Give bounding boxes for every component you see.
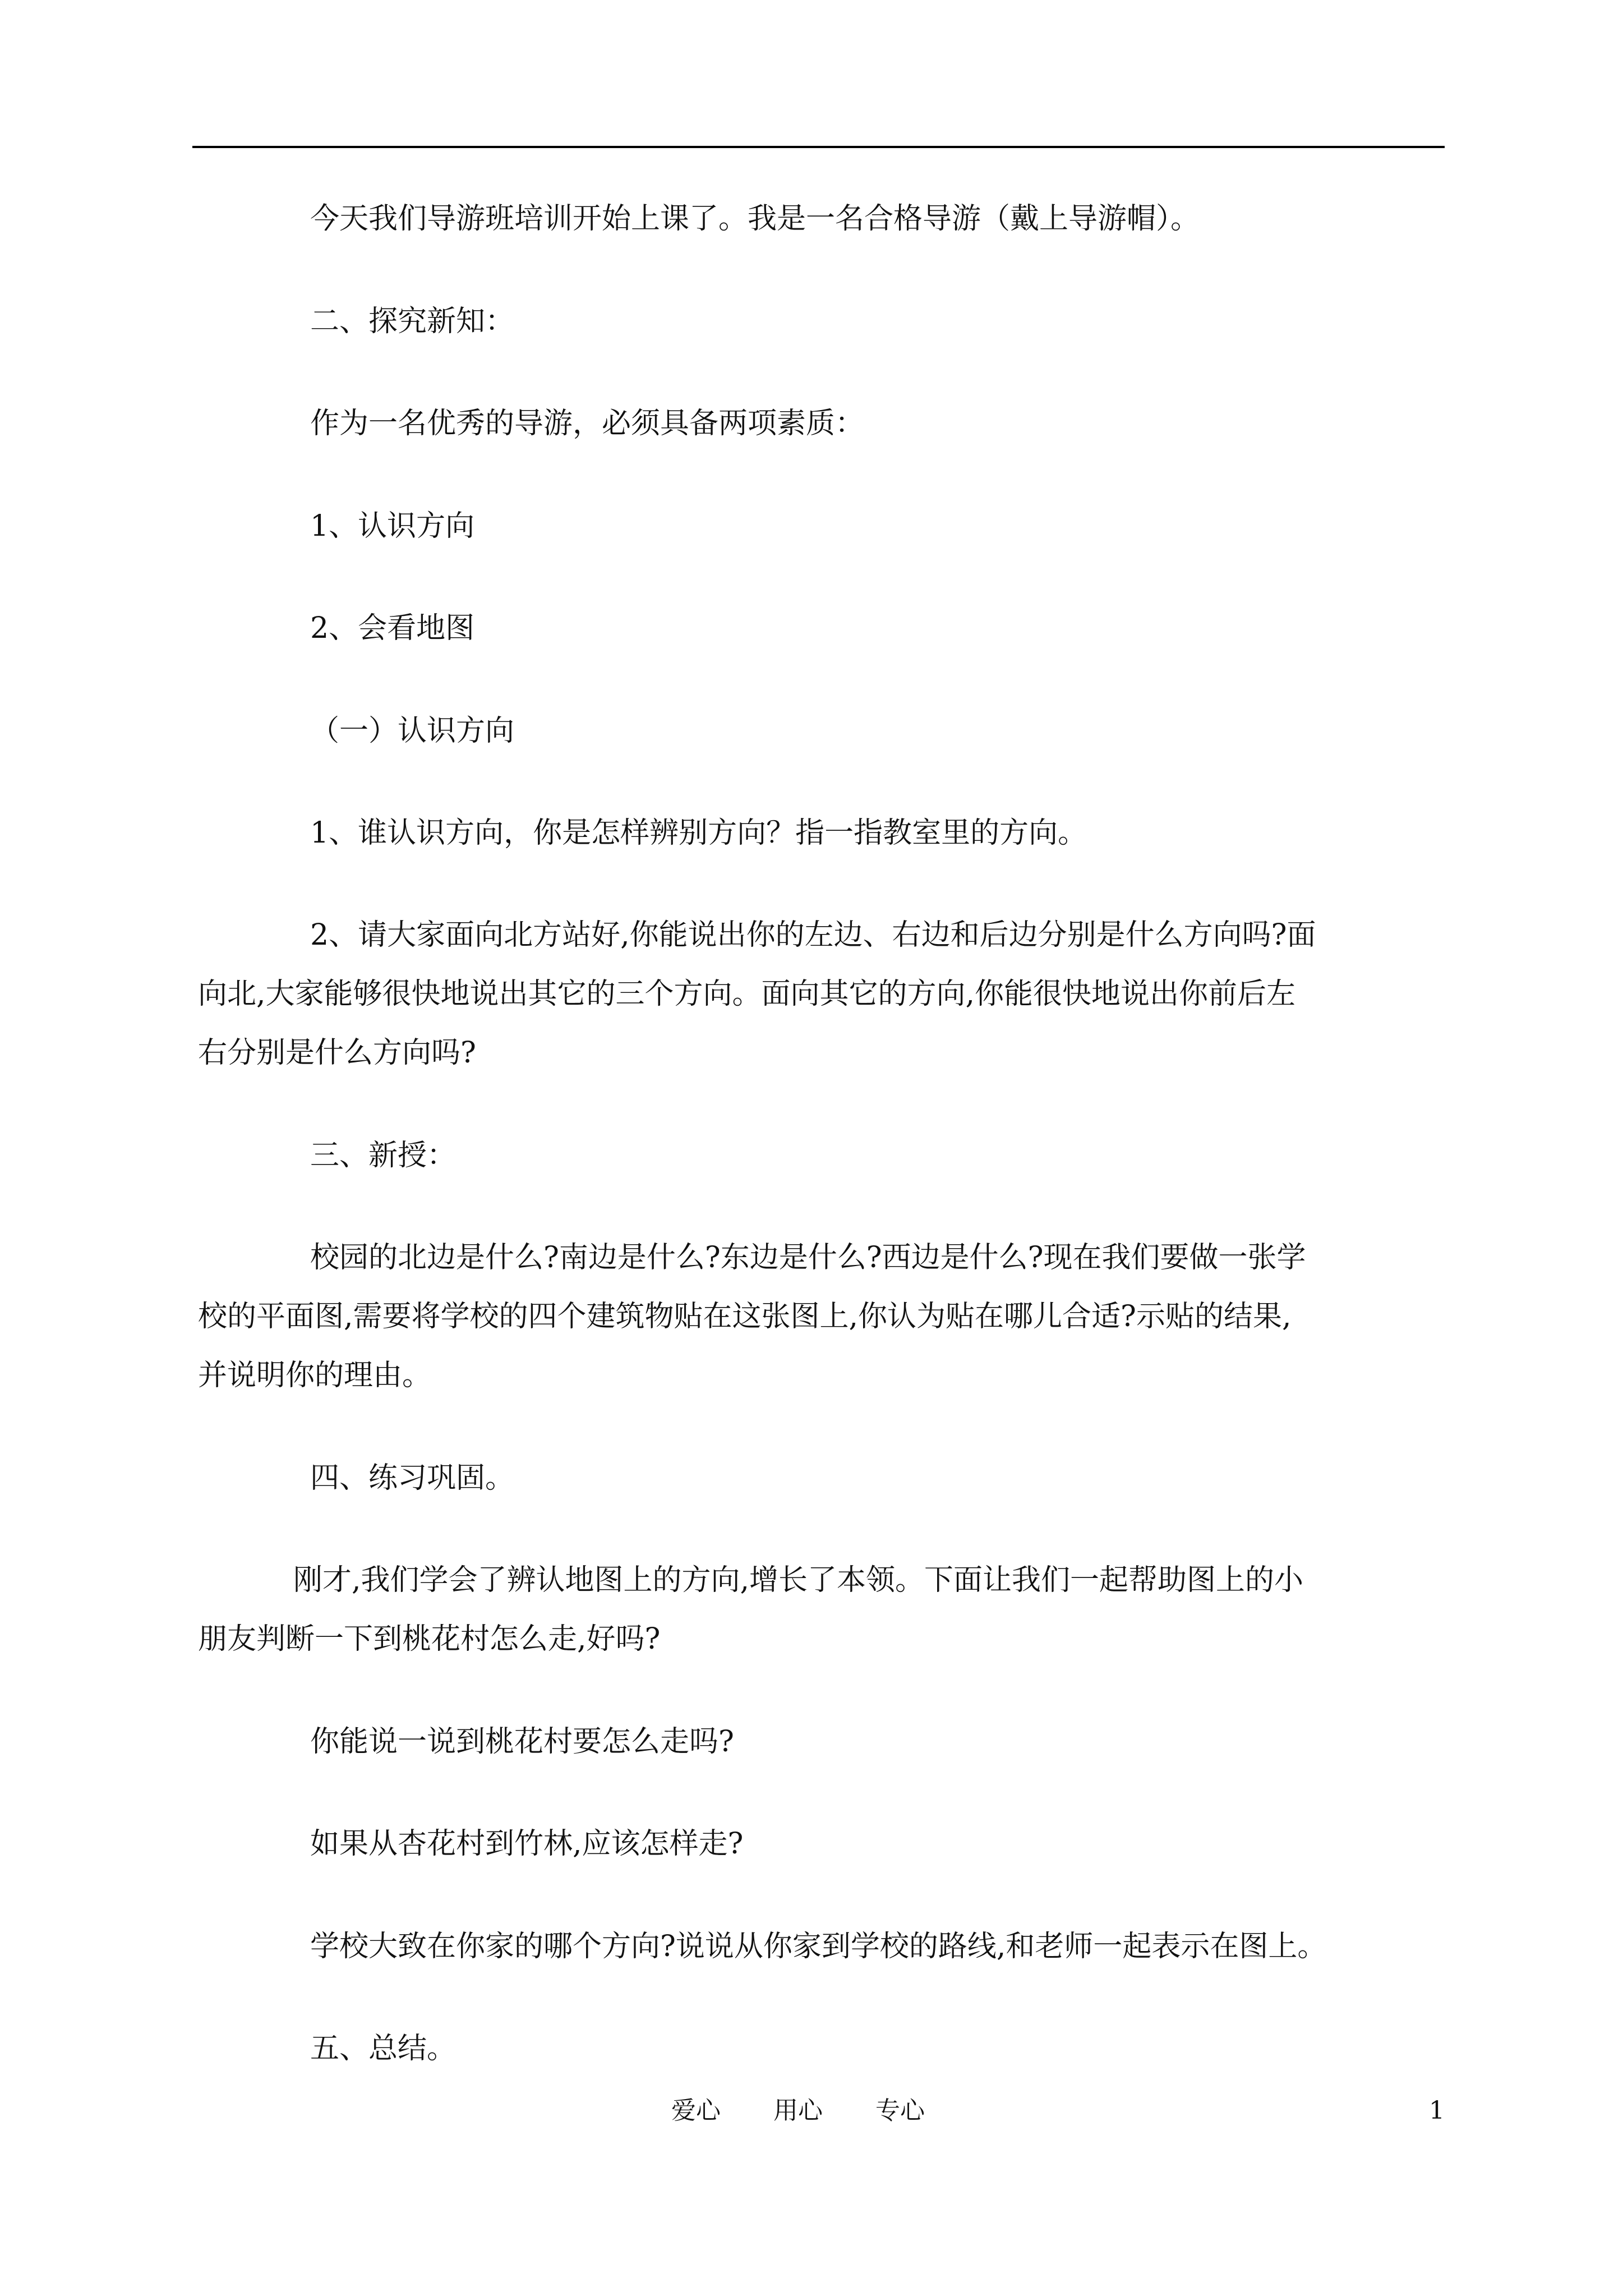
paragraph-just-now-line-1: 刚才,我们学会了辨认地图上的方向,增长了本领。下面让我们一起帮助图上的小 bbox=[293, 1563, 1304, 1597]
paragraph-school-direction: 学校大致在你家的哪个方向?说说从你家到学校的路线,和老师一起表示在图上。 bbox=[310, 1930, 1327, 1963]
heading-practice: 四、练习巩固。 bbox=[310, 1461, 515, 1495]
list-item-direction: 1、认识方向 bbox=[310, 509, 475, 543]
footer-slogan-care: 用心 bbox=[773, 2096, 823, 2125]
footer-slogan bbox=[671, 2091, 925, 2131]
paragraph-campus-line-1: 校园的北边是什么?南边是什么?东边是什么?西边是什么?现在我们要做一张学 bbox=[310, 1241, 1306, 1274]
header-rule bbox=[192, 146, 1445, 148]
footer-slogan-focus: 专心 bbox=[875, 2096, 925, 2125]
paragraph-face-north-line-3: 右分别是什么方向吗? bbox=[198, 1036, 476, 1070]
paragraph-face-north-line-2: 向北,大家能够很快地说出其它的三个方向。面向其它的方向,你能很快地说出你前后左 bbox=[198, 977, 1296, 1011]
paragraph-apricot-village: 如果从杏花村到竹林,应该怎样走? bbox=[310, 1827, 744, 1861]
subheading-direction: （一）认识方向 bbox=[310, 714, 515, 748]
paragraph-campus-line-2: 校的平面图,需要将学校的四个建筑物贴在这张图上,你认为贴在哪儿合适?示贴的结果, bbox=[198, 1300, 1292, 1333]
heading-new-lesson: 三、新授： bbox=[310, 1139, 457, 1172]
page-number: 1 bbox=[1429, 2096, 1445, 2125]
heading-explore: 二、探究新知： bbox=[310, 305, 515, 338]
paragraph-qualities: 作为一名优秀的导游，必须具备两项素质： bbox=[310, 407, 865, 440]
paragraph-intro: 今天我们导游班培训开始上课了。我是一名合格导游（戴上导游帽）。 bbox=[310, 202, 1200, 236]
paragraph-who-knows: 1、谁认识方向，你是怎样辨别方向？指一指教室里的方向。 bbox=[310, 816, 1087, 850]
heading-summary: 五、总结。 bbox=[310, 2032, 457, 2065]
list-item-map: 2、会看地图 bbox=[310, 611, 475, 645]
paragraph-peach-village: 你能说一说到桃花村要怎么走吗? bbox=[310, 1725, 734, 1759]
footer-slogan-love: 爱心 bbox=[671, 2096, 721, 2125]
paragraph-face-north-line-1: 2、请大家面向北方站好,你能说出你的左边、右边和后边分别是什么方向吗?面 bbox=[310, 918, 1316, 952]
paragraph-just-now-line-2: 朋友判断一下到桃花村怎么走,好吗? bbox=[198, 1622, 661, 1656]
paragraph-campus-line-3: 并说明你的理由。 bbox=[198, 1359, 432, 1392]
